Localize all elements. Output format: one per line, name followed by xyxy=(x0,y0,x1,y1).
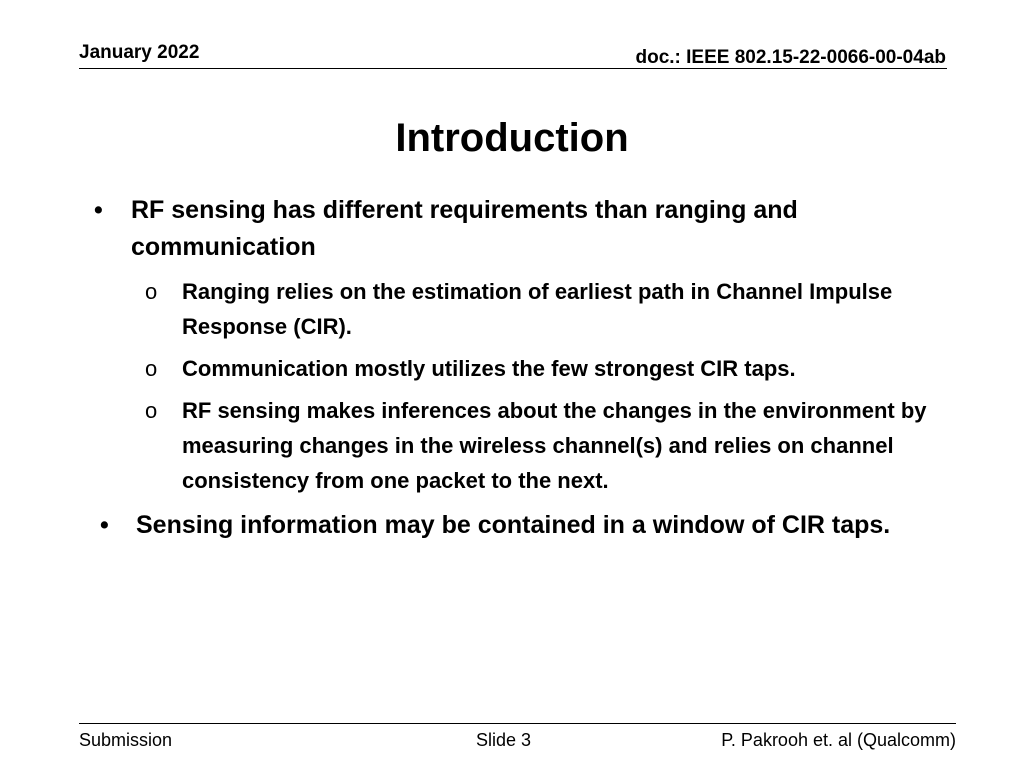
sub-bullet-marker: o xyxy=(145,279,158,304)
footer-author: P. Pakrooh et. al (Qualcomm) xyxy=(721,730,956,750)
footer-submission: Submission xyxy=(79,730,173,750)
sub-bullet-text: Ranging relies on the estimation of earliest path in Channel Impulse Response (CIR). xyxy=(182,279,893,339)
footer-slide-number: Slide 3 xyxy=(476,730,532,750)
sub-bullet-marker: o xyxy=(145,356,158,381)
sub-bullet-text: Communication mostly utilizes the few strongest CIR taps. xyxy=(182,356,796,381)
header-divider xyxy=(79,68,947,69)
footer-divider xyxy=(79,723,956,724)
bullet-marker: • xyxy=(94,196,103,224)
header-doc-id: doc.: IEEE 802.15-22-0066-00-04ab xyxy=(635,47,946,68)
sub-bullet-text: RF sensing makes inferences about the changes in the environment by measuring changes in the wireless channel(s) and relies on channel consistency from one packet to the next. xyxy=(182,398,927,493)
slide-title: Introduction xyxy=(395,116,629,160)
bullet-text: RF sensing has different requirements than ranging and communication xyxy=(131,196,798,261)
bullet-marker: • xyxy=(100,511,109,539)
bullet-text: Sensing information may be contained in a window of CIR taps. xyxy=(136,511,891,539)
header-date: January 2022 xyxy=(79,42,200,63)
sub-bullet-marker: o xyxy=(145,398,158,423)
